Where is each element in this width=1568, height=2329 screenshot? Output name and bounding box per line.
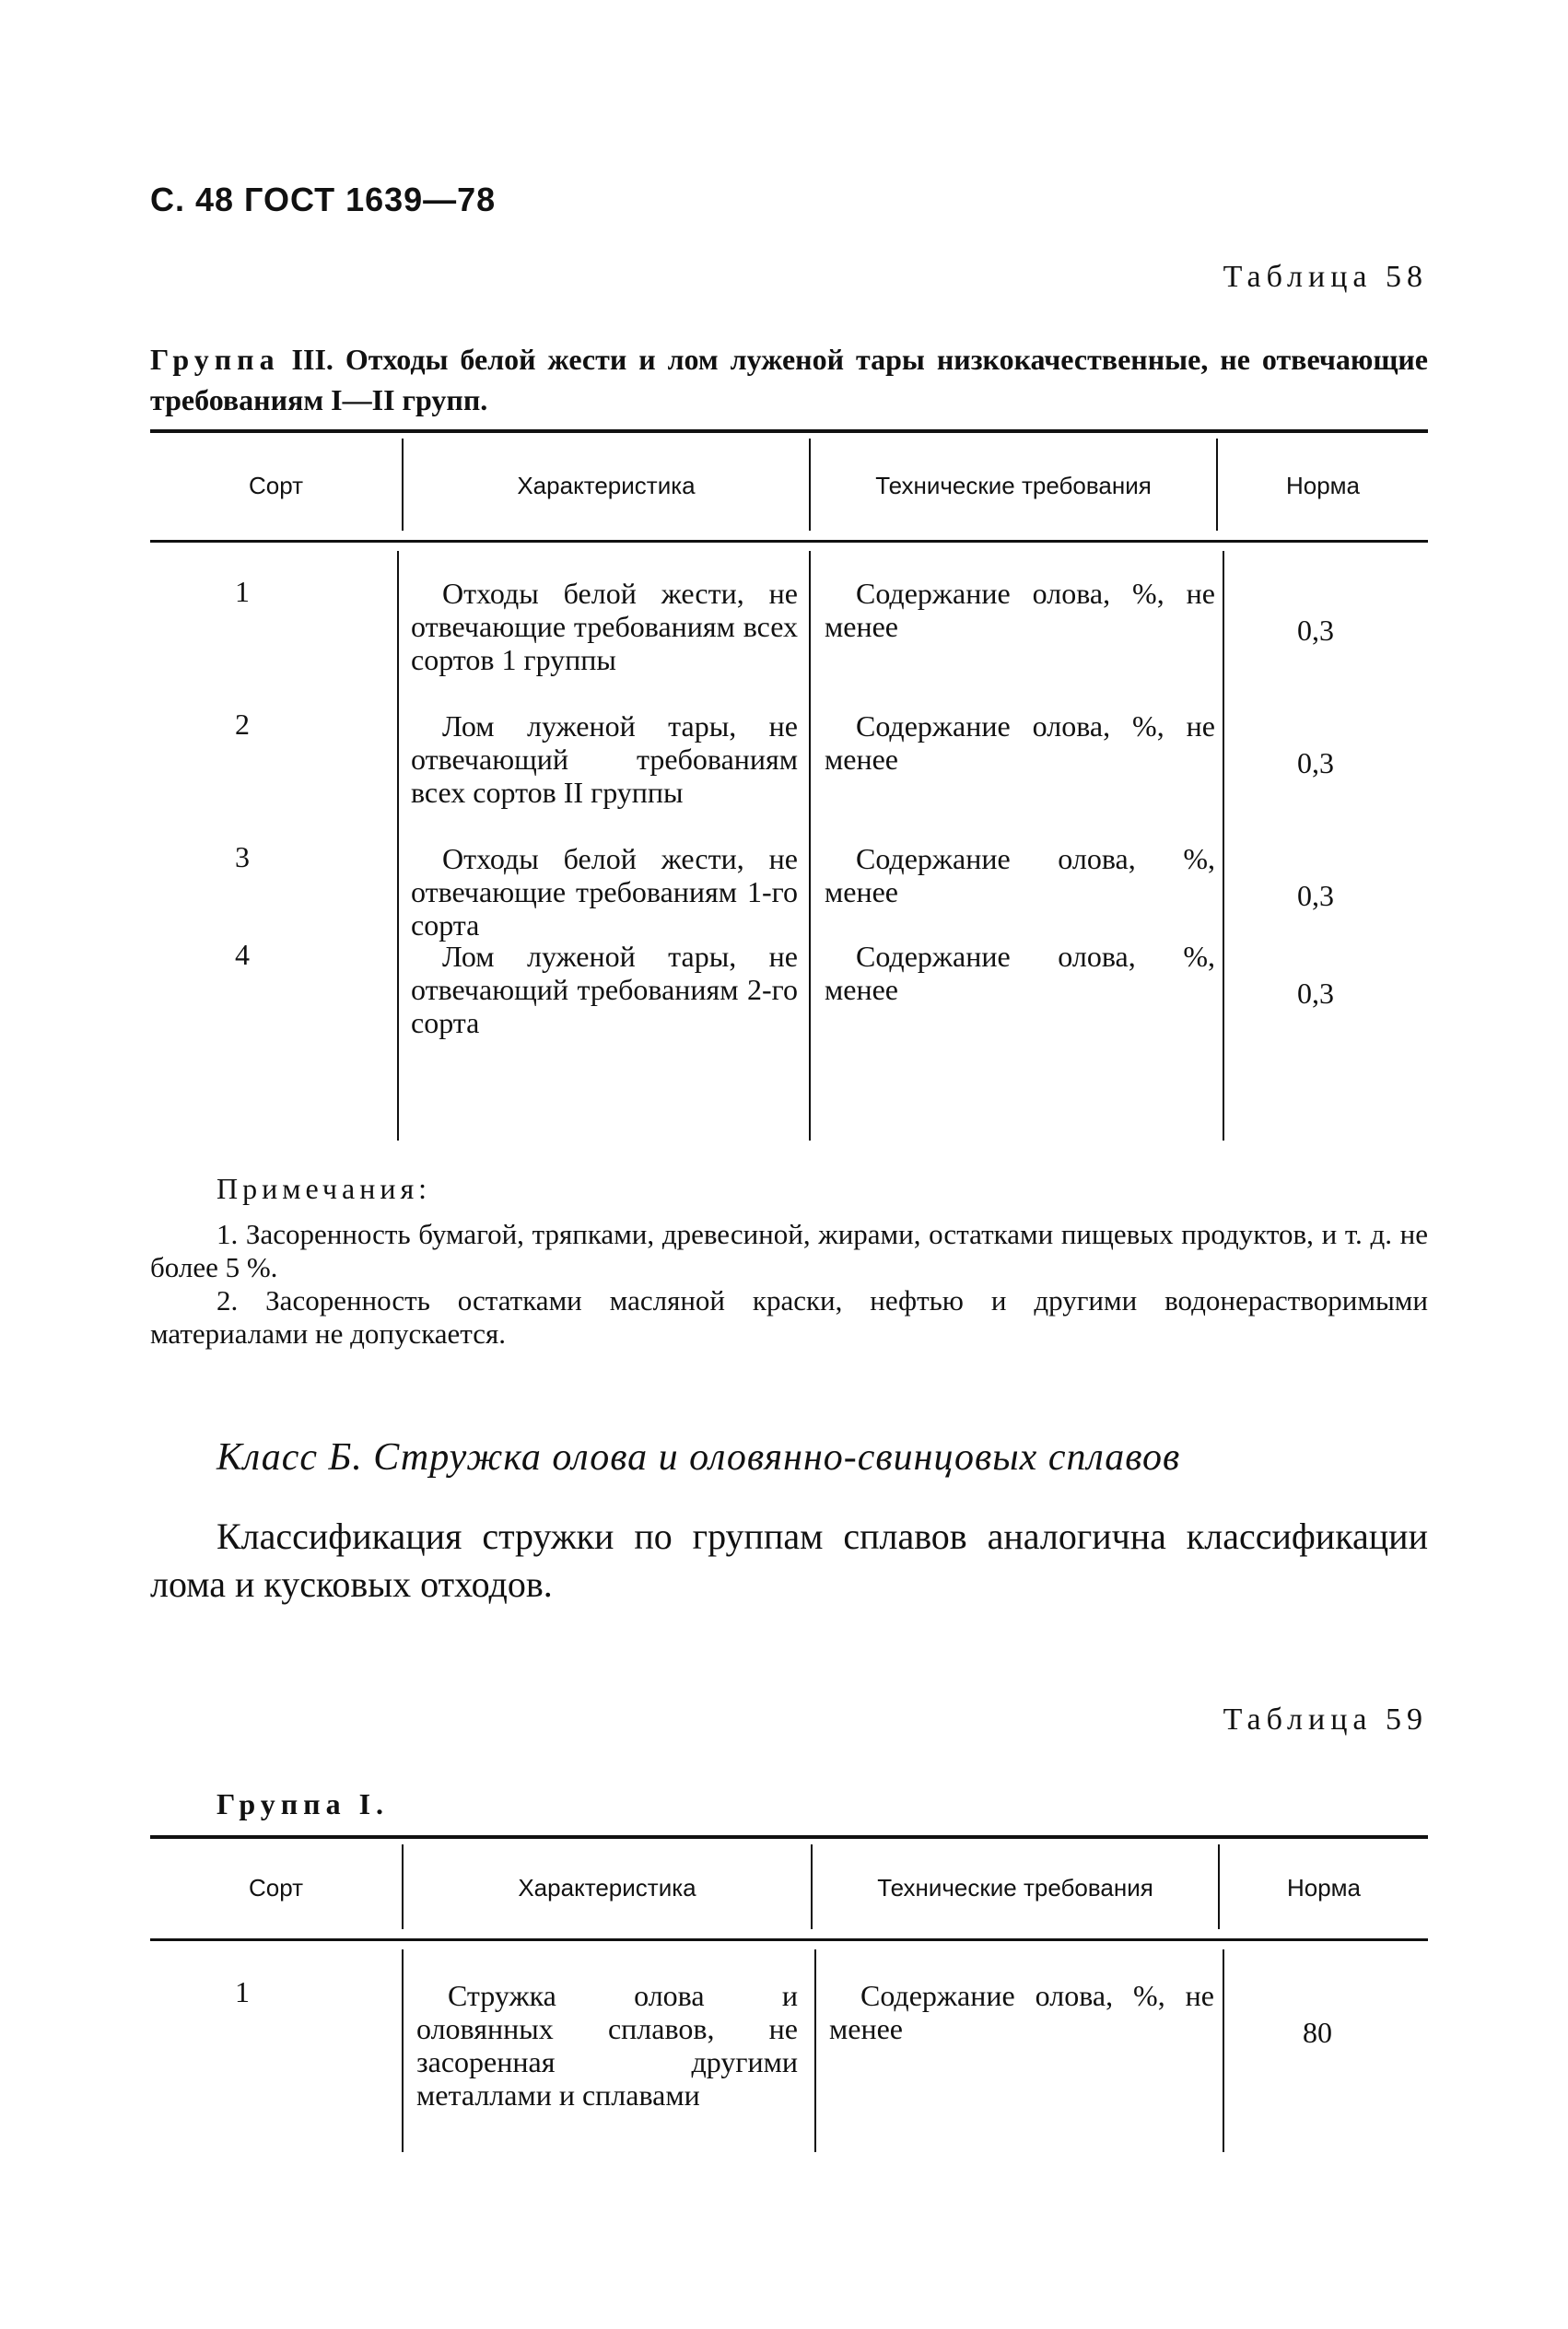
cell-sort: 3 (235, 840, 250, 873)
cell-requirements: Содержание олова, %, менее (825, 842, 1215, 908)
column-header-characteristic: Характеристика (517, 472, 696, 499)
group-title-text: Группа I. (216, 1787, 390, 1820)
cell-characteristic: Лом луженой тары, не отвечающий требованиям 2-го сорта (411, 940, 798, 1039)
col-divider (1223, 551, 1224, 1141)
note-item: 1. Засоренность бумагой, тряпками, древесиной, жирами, остатками пищевых продуктов, и т. д. не более 5 %. (150, 1218, 1428, 1283)
table-59-group-title (216, 1784, 389, 1824)
col-divider (814, 1949, 816, 2152)
column-header-norm: Норма (1286, 1874, 1362, 1902)
cell-characteristic: Лом луженой тары, не отвечающий требованиям всех сортов II группы (411, 709, 798, 809)
cell-norm: 0,3 (1297, 746, 1334, 779)
table-58-group-title (150, 339, 1428, 420)
table-top-rule (150, 1835, 1428, 1839)
table-header-rule (150, 540, 1428, 543)
column-header-sort: Сорт (248, 1874, 304, 1902)
cell-norm: 0,3 (1297, 614, 1334, 647)
group-title-text: III. Отходы белой жести и лом луженой тары низкокачественные, не отвечающие требованиям I—II групп. (150, 343, 1429, 416)
table-59-caption: Таблица 59 (1223, 1703, 1428, 1737)
section-paragraph: Классификация стружки по группам сплавов аналогична классификации лома и кусковых отходов. (150, 1516, 1428, 1605)
column-header-requirements: Технические требования (875, 472, 1152, 499)
group-label: Группа (150, 343, 280, 376)
table-58-caption: Таблица 58 (1223, 260, 1428, 294)
column-header-requirements: Технические требования (877, 1874, 1153, 1902)
cell-sort: 2 (235, 708, 250, 741)
cell-characteristic: Отходы белой жести, не отвечающие требованиям всех сортов 1 группы (411, 577, 798, 676)
cell-characteristic: Отходы белой жести, не отвечающие требованиям 1-го сорта (411, 842, 798, 942)
cell-characteristic: Стружка олова и оловянных сплавов, не засоренная другими металлами и сплавами (416, 1979, 798, 2112)
cell-sort: 1 (235, 1975, 250, 2008)
col-divider (809, 551, 811, 1141)
section-title: Класс Б. Стружка олова и оловянно-свинцовых сплавов (216, 1436, 1181, 1479)
cell-norm: 0,3 (1297, 879, 1334, 912)
column-header-norm: Норма (1285, 472, 1361, 499)
column-header-sort: Сорт (248, 472, 304, 499)
notes-title: Примечания: (216, 1172, 432, 1205)
col-divider (1223, 1949, 1224, 2152)
col-divider (402, 1949, 404, 2152)
note-item: 2. Засоренность остатками масляной краски, нефтью и другими водонерастворимыми материалами не допускается. (150, 1284, 1428, 1350)
table-header-rule (150, 1938, 1428, 1941)
table-top-rule (150, 429, 1428, 433)
cell-sort: 4 (235, 938, 250, 971)
cell-norm: 80 (1303, 2016, 1332, 2049)
cell-requirements: Содержание олова, %, не менее (829, 1979, 1214, 2045)
cell-sort: 1 (235, 575, 250, 608)
cell-norm: 0,3 (1297, 977, 1334, 1010)
column-header-characteristic: Характеристика (518, 1874, 696, 1902)
col-divider (397, 551, 399, 1141)
cell-requirements: Содержание олова, %, не менее (825, 577, 1215, 643)
page-header: С. 48 ГОСТ 1639—78 (150, 181, 497, 218)
cell-requirements: Содержание олова, %, менее (825, 940, 1215, 1006)
cell-requirements: Содержание олова, %, не менее (825, 709, 1215, 776)
